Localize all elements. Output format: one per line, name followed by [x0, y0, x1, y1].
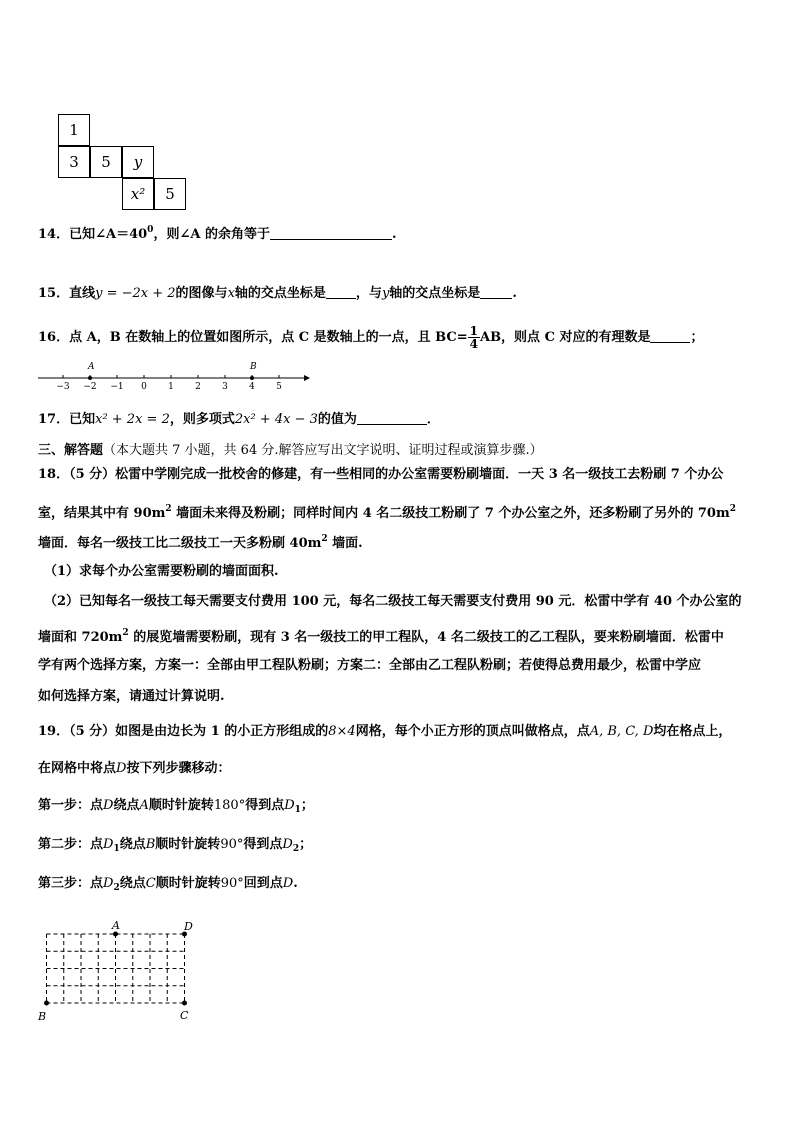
grid-point-a: [113, 932, 118, 937]
grid-point-c: [182, 1001, 187, 1006]
question-19-step-3: 第三步：点$D_2$绕点C顺时针旋转90°回到点D.: [38, 876, 298, 893]
answer-blank-16[interactable]: [650, 328, 690, 343]
point-b-label: B: [250, 362, 257, 372]
question-19-step-1: 第一步：点D绕点A顺时针旋转180°得到点$D_1$；: [38, 798, 314, 815]
number-line-tick-label: 4: [249, 382, 255, 390]
question-18-line-2: 室，结果其中有 $90m^2$ 墙面未来得及粉刷；同样时间内 4 名二级技工粉刷了 7 个办公室之外，还多粉刷了另外的 $70m^2$: [38, 504, 736, 521]
grid-figure: [34, 916, 204, 1026]
number-line-tick-label: −2: [83, 382, 97, 390]
point-a-dot: [88, 376, 92, 380]
answer-blank-17[interactable]: [357, 410, 427, 425]
grid-label-a: A: [112, 919, 120, 932]
answer-blank-14[interactable]: [270, 225, 392, 240]
number-line-tick-label: 3: [222, 382, 228, 390]
question-15: 15．直线y = −2x + 2的图像与x轴的交点坐标是 ，与y轴的交点坐标是 .: [38, 286, 517, 301]
question-18-line-3: 墙面．每名一级技工比二级技工一天多粉刷 $40m^2$ 墙面.: [38, 534, 363, 551]
number-line-tick-label: 1: [168, 382, 174, 390]
question-18-part-2-line-2: 墙面和 $720m^2$ 的展览墙需要粉刷，现有 3 名一级技工的甲工程队，4 名二级技工的乙工程队，要来粉刷墙面．松雷中: [38, 628, 724, 645]
question-17: 17．已知x² + 2x = 2，则多项式2x² + 4x − 3的值为 ．: [38, 412, 440, 427]
net-cell-x2: x²: [122, 178, 154, 210]
net-cell-y: y: [122, 146, 154, 178]
question-16: 16．点 A，B 在数轴上的位置如图所示，点 C 是数轴上的一点，且 BC= $\frac{1}{4}$ AB，则点 C 对应的有理数是 ；: [38, 324, 704, 351]
grid-label-d: D: [184, 920, 193, 933]
number-line-tick-label: −3: [56, 382, 70, 390]
point-b-dot: [250, 376, 254, 380]
net-cell-5: 5: [90, 146, 122, 178]
question-18-part-2-line-4: 如何选择方案，请通过计算说明.: [38, 689, 225, 704]
answer-blank-15b[interactable]: [480, 284, 512, 299]
answer-blank-15a[interactable]: [326, 284, 356, 299]
net-cell-5b: 5: [154, 178, 186, 210]
grid-point-b: [44, 1001, 49, 1006]
number-line-tick-label: 2: [195, 382, 201, 390]
question-19-line-1: 19．（5 分）如图是由边长为 1 的小正方形组成的8×4网格，每个小正方形的顶点叫做格点，点A, B, C, D均在格点上，: [38, 724, 732, 739]
fraction-one-quarter: $\frac{1}{4}$: [469, 324, 478, 351]
question-19-line-2: 在网格中将点D按下列步骤移动：: [38, 761, 231, 776]
question-18-part-2-line-3: 学有两个选择方案，方案一：全部由甲工程队粉刷；方案二：全部由乙工程队粉刷；若使得总费用最少，松雷中学应: [38, 658, 702, 673]
question-18-part-2-line-1: （2）已知每名一级技工每天需要支付费用 100 元，每名二级技工每天需要支付费用 90 元．松雷中学有 40 个办公室的: [44, 594, 742, 609]
grid-label-b: B: [38, 1010, 47, 1023]
number-line: [38, 358, 314, 390]
grid-label-c: C: [180, 1009, 189, 1022]
net-cell-3: 3: [58, 146, 90, 178]
net-cell-1: 1: [58, 114, 90, 146]
number-line-tick-label: 0: [141, 382, 147, 390]
question-18-part-1: （1）求每个办公室需要粉刷的墙面面积.: [44, 564, 279, 579]
number-line-tick-label: 5: [276, 382, 282, 390]
point-a-label: A: [88, 362, 95, 372]
question-18-line-1: 18．（5 分）松雷中学刚完成一批校舍的修建，有一些相同的办公室需要粉刷墙面．一天 3 名一级技工去粉刷 7 个办公: [38, 467, 724, 482]
question-19-step-2: 第二步：点$D_1$绕点B顺时针旋转90°得到点$D_2$；: [38, 837, 313, 854]
section-three-heading: 三、解答题（本大题共 7 小题，共 64 分.解答应写出文字说明、证明过程或演算步骤.）: [38, 443, 543, 458]
question-14: 14．已知$\angle A=40^0$，则∠A 的余角等于 .: [38, 225, 397, 242]
number-line-tick-label: −1: [110, 382, 124, 390]
cube-net-figure: [58, 114, 198, 214]
